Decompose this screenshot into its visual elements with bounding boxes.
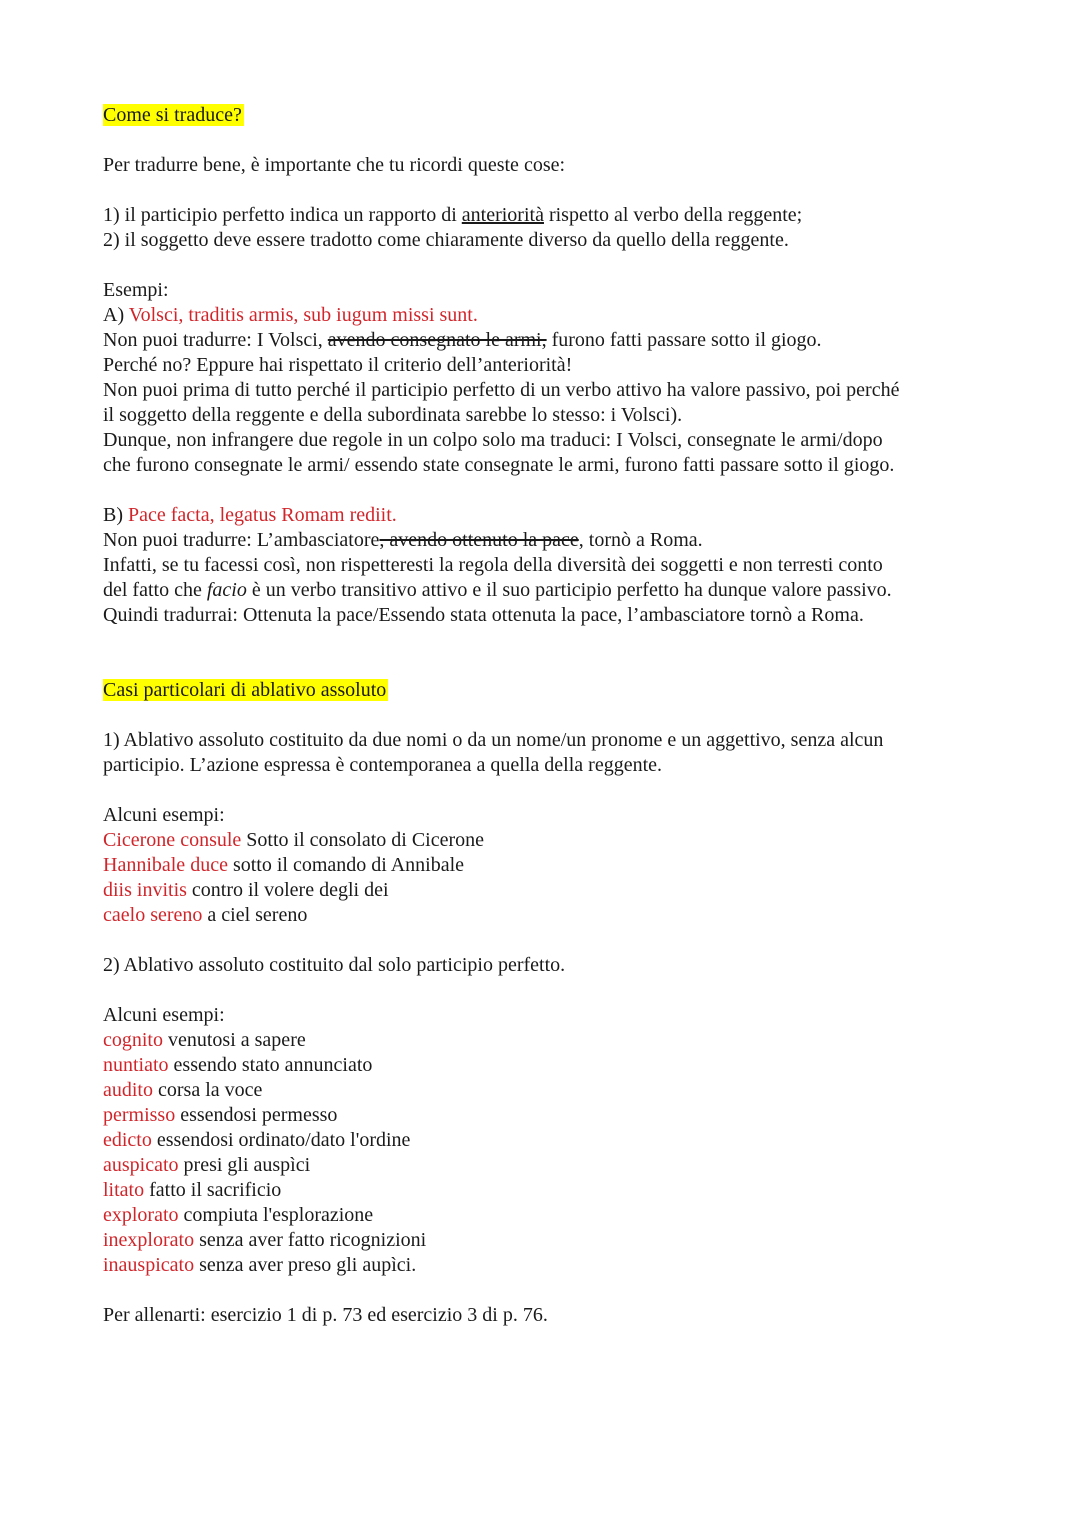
some-examples-label: Alcuni esempi: [103,1004,225,1026]
highlight: Come si traduce? [103,104,242,126]
example-b-wrong: Non puoi tradurre: L’ambasciatore, avendo ottenuto la pace, tornò a Roma. [103,529,703,551]
case-1-line-2: participio. L’azione espressa è contemporanea a quella della reggente. [103,754,663,776]
case-2-example: cognito venutosi a sapere [103,1029,306,1051]
example-a-line-5: il soggetto della reggente e della subordinata sarebbe lo stesso: i Volsci). [103,404,683,426]
struck-text: avendo consegnato le armi, [327,329,547,351]
case-1-line-1: 1) Ablativo assoluto costituito da due nomi o da un nome/un pronome e un aggettivo, senza alcun [103,729,884,751]
case-2-example: nuntiato essendo stato annunciato [103,1054,373,1076]
case-2-line-1: 2) Ablativo assoluto costituito dal solo participio perfetto. [103,954,566,976]
case-1-example: Cicerone consule Sotto il consolato di Cicerone [103,829,485,851]
struck-text: , avendo ottenuto la pace [379,529,579,551]
heading-casi-particolari [103,678,388,703]
heading-come-si-traduce [103,103,244,128]
example-a-wrong: Non puoi tradurre: I Volsci, avendo consegnato le armi, furono fatti passare sotto il giogo. [103,329,822,351]
example-b-line-5: Quindi tradurrai: Ottenuta la pace/Essendo stata ottenuta la pace, l’ambasciatore tornò a Roma. [103,604,864,626]
case-2-example: permisso essendosi permesso [103,1104,338,1126]
case-2-example: inauspicato senza aver preso gli aupìci. [103,1254,417,1276]
case-1-example: caelo sereno a ciel sereno [103,904,308,926]
rule-1: 1) il participio perfetto indica un rapporto di anteriorità rispetto al verbo della reggente; [103,204,803,226]
case-1-example: Hannibale duce sotto il comando di Annibale [103,854,465,876]
example-a-line-3: Perché no? Eppure hai rispettato il criterio dell’anteriorità! [103,354,573,376]
underlined-term: anteriorità [461,204,544,226]
example-a-line-6: Dunque, non infrangere due regole in un colpo solo ma traduci: I Volsci, consegnate le armi/dopo [103,429,883,451]
case-2-example: edicto essendosi ordinato/dato l'ordine [103,1129,411,1151]
case-2-example: explorato compiuta l'esplorazione [103,1204,374,1226]
example-a-line-7: che furono consegnate le armi/ essendo state consegnate le armi, furono fatti passare sotto il giogo. [103,454,895,476]
example-b-line-3: Infatti, se tu facessi così, non rispetteresti la regola della diversità dei soggetti e non terresti conto [103,554,883,576]
example-b-line-4: del fatto che facio è un verbo transitivo attivo e il suo participio perfetto ha dunque valore passivo. [103,579,892,601]
practice-note: Per allenarti: esercizio 1 di p. 73 ed esercizio 3 di p. 76. [103,1304,548,1326]
intro-paragraph: Per tradurre bene, è importante che tu ricordi queste cose: [103,154,566,176]
case-2-example: litato fatto il sacrificio [103,1179,282,1201]
case-1-example: diis invitis contro il volere degli dei [103,879,389,901]
example-b-latin: B) Pace facta, legatus Romam rediit. [103,504,397,526]
example-a-line-4: Non puoi prima di tutto perché il participio perfetto di un verbo attivo ha valore passivo, poi perché [103,379,900,401]
highlight: Casi particolari di ablativo assoluto [103,679,387,701]
rule-2: 2) il soggetto deve essere tradotto come chiaramente diverso da quello della reggente. [103,229,789,251]
examples-label: Esempi: [103,279,169,301]
some-examples-label: Alcuni esempi: [103,804,225,826]
case-2-example: audito corsa la voce [103,1079,263,1101]
case-2-example: inexplorato senza aver fatto ricognizioni [103,1229,427,1251]
example-a-latin: A) Volsci, traditis armis, sub iugum missi sunt. [103,304,478,326]
case-2-example: auspicato presi gli auspìci [103,1154,311,1176]
